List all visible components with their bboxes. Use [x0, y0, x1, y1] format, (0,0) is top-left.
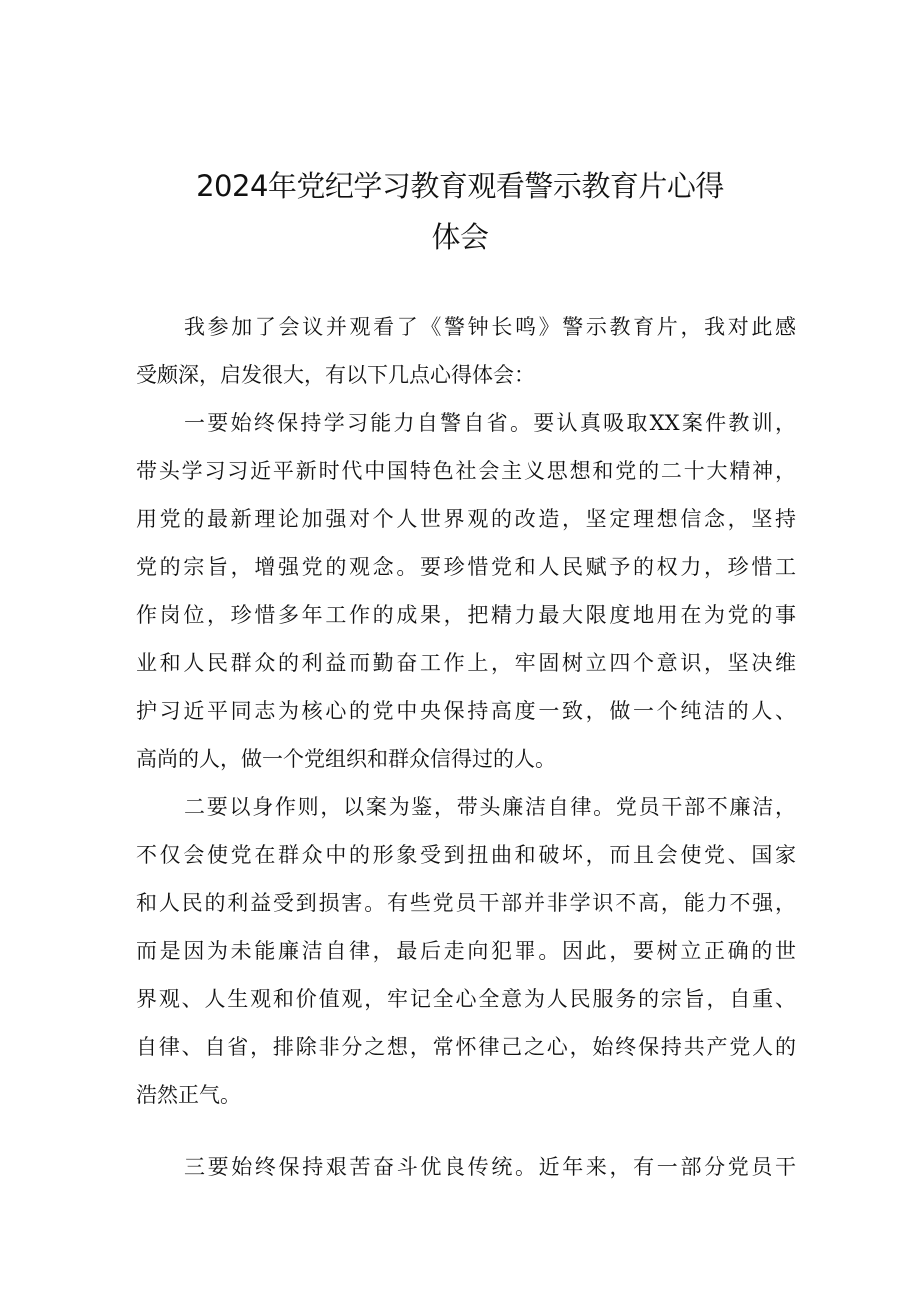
body-line: 界观、人生观和价值观，牢记全心全意为人民服务的宗旨，自重、	[136, 987, 796, 1011]
body-line: 自律、自省，排除非分之想，常怀律己之心，始终保持共产党人的	[136, 1035, 796, 1059]
body-line: 而是因为未能廉洁自律，最后走向犯罪。因此，要树立正确的世	[136, 939, 796, 963]
body-line: 带头学习习近平新时代中国特色社会主义思想和党的二十大精神，	[136, 459, 796, 483]
body-line: 三要始终保持艰苦奋斗优良传统。近年来，有一部分党员干	[184, 1155, 796, 1179]
body-line: 和人民的利益受到损害。有些党员干部并非学识不高，能力不强，	[136, 891, 796, 915]
document-title-line-2: 体会	[431, 220, 489, 254]
document-title-line-1: 2024年党纪学习教育观看警示教育片心得	[196, 169, 724, 203]
body-line: 高尚的人，做一个党组织和群众信得过的人。	[136, 747, 556, 771]
body-line: 作岗位，珍惜多年工作的成果，把精力最大限度地用在为党的事	[136, 603, 796, 627]
body-line: 二要以身作则，以案为鉴，带头廉洁自律。党员干部不廉洁，	[184, 795, 796, 819]
body-line: 用党的最新理论加强对个人世界观的改造，坚定理想信念，坚持	[136, 507, 796, 531]
body-line: 受颇深，启发很大，有以下几点心得体会：	[136, 363, 535, 387]
body-line: 不仅会使党在群众中的形象受到扭曲和破坏，而且会使党、国家	[136, 843, 796, 867]
body-line: 浩然正气。	[136, 1083, 241, 1107]
body-line: 我参加了会议并观看了《警钟长鸣》警示教育片，我对此感	[184, 315, 796, 339]
body-line: 业和人民群众的利益而勤奋工作上，牢固树立四个意识，坚决维	[136, 651, 796, 675]
body-line: 一要始终保持学习能力自警自省。要认真吸取XX案件教训，	[184, 411, 796, 435]
body-line: 护习近平同志为核心的党中央保持高度一致，做一个纯洁的人、	[136, 699, 796, 723]
body-line: 党的宗旨，增强党的观念。要珍惜党和人民赋予的权力，珍惜工	[136, 555, 796, 579]
